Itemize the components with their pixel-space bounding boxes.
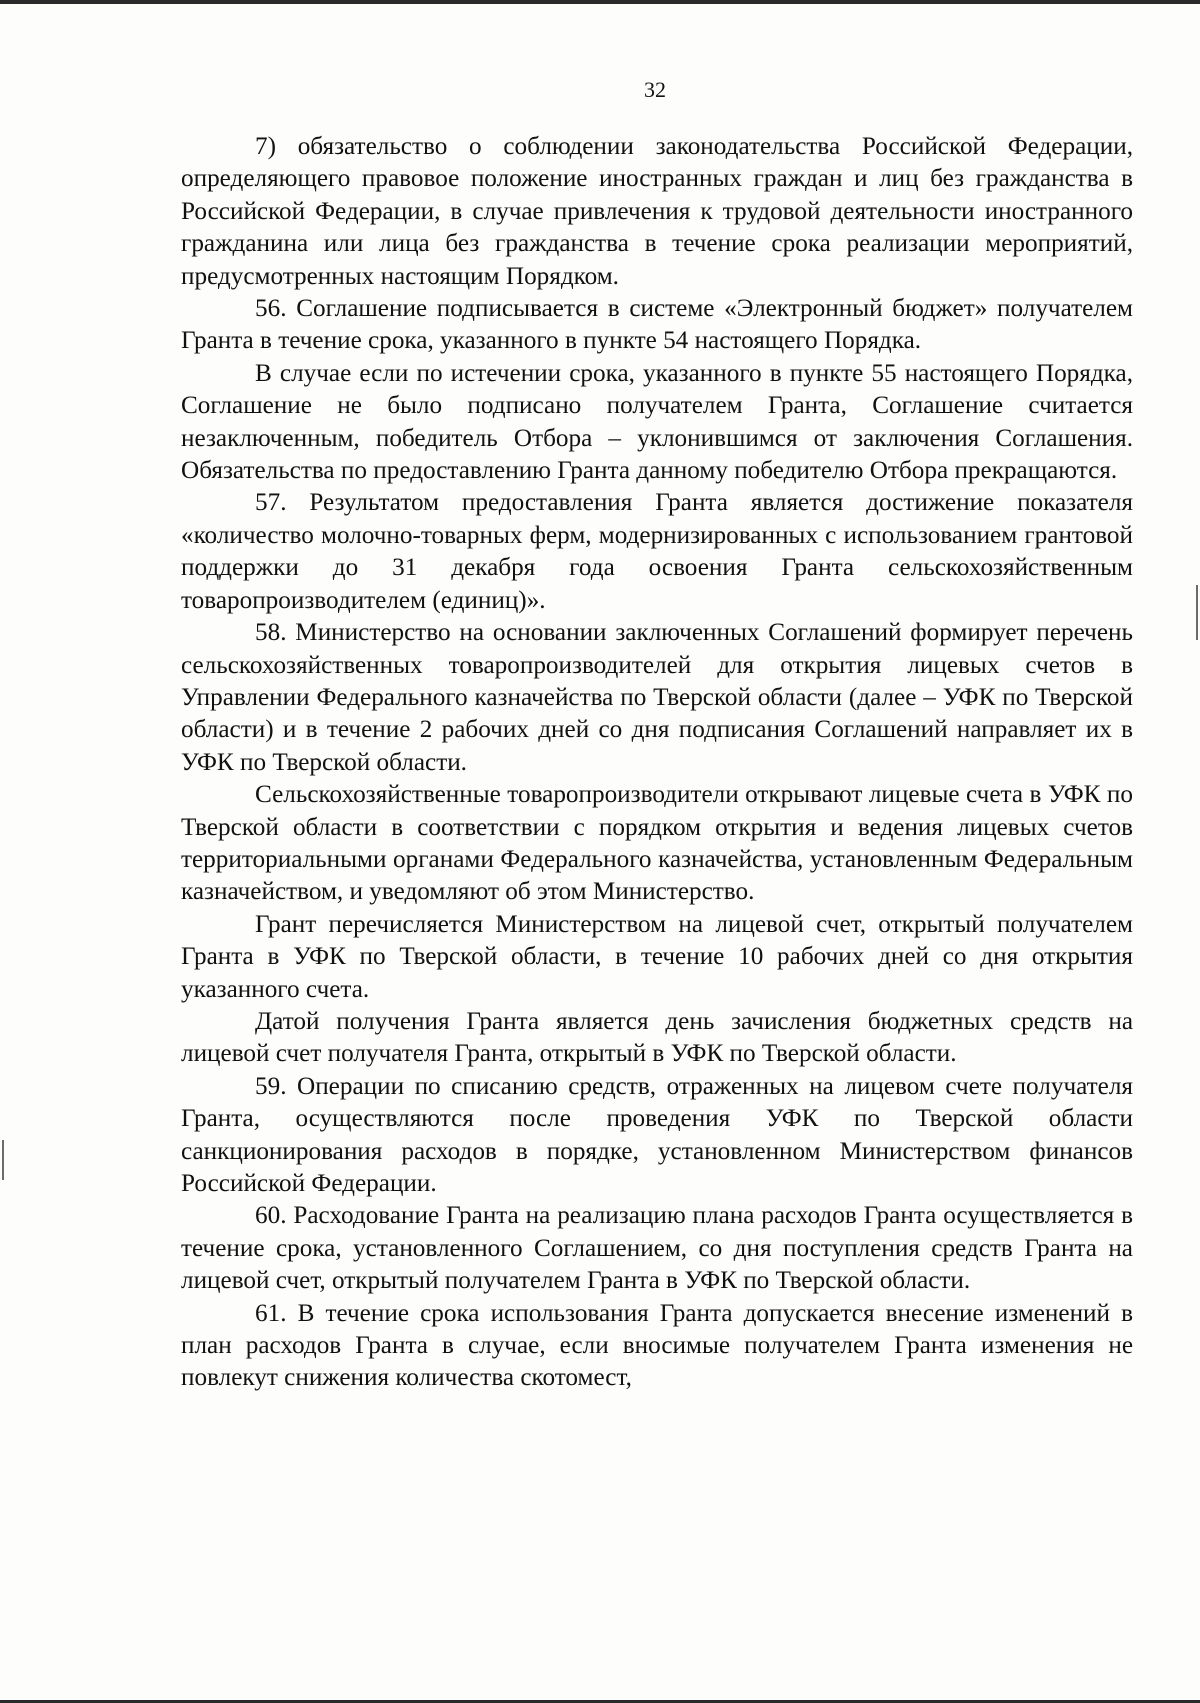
paragraph-59: 59. Операции по списанию средств, отраженных на лицевом счете получателя Гранта, осуществляются после проведения УФК по Тверской области санкционирования расходов в порядке, установленном Министерством финансов Российской Федерации. (181, 1072, 1133, 1197)
paragraph-58-transfer: Грант перечисляется Министерством на лицевой счет, открытый получателем Гранта в УФК по Тверской области, в течение 10 рабочих дней со дня открытия указанного счета. (181, 910, 1133, 1003)
paragraph-58-accounts: Сельскохозяйственные товаропроизводители открывают лицевые счета в УФК по Тверской области в соответствии с порядком открытия и ведения лицевых счетов территориальными органами Федерального казначейства, установленным Федеральным казначейством, и уведомляют об этом Министерство. (181, 781, 1133, 906)
document-body (181, 131, 1133, 1395)
paragraph-60: 60. Расходование Гранта на реализацию плана расходов Гранта осуществляется в течение срока, установленного Соглашением, со дня поступления средств Гранта на лицевой счет, открытый получателем Гранта в УФК по Тверской области. (181, 1202, 1133, 1295)
paragraph-61: 61. В течение срока использования Гранта допускается внесение изменений в план расходов Гранта в случае, если вносимые получателем Гранта изменения не повлекут снижения количества скотомест, (181, 1299, 1133, 1392)
page-number: 32 (644, 77, 666, 102)
paragraph-item-7: 7) обязательство о соблюдении законодательства Российской Федерации, определяющего правовое положение иностранных граждан и лиц без гражданства в Российской Федерации, в случае привлечения к трудовой деятельности иностранного гражданина или лица без гражданства в течение срока реализации мероприятий, предусмотренных настоящим Порядком. (181, 133, 1133, 290)
scan-top-edge (0, 0, 1200, 4)
paragraph-56: 56. Соглашение подписывается в системе «Электронный бюджет» получателем Гранта в течение срока, указанного в пункте 54 настоящего Порядка. (181, 295, 1133, 355)
paragraph-57: 57. Результатом предоставления Гранта является достижение показателя «количество молочно-товарных ферм, модернизированных с использованием грантовой поддержки до 31 декабря года освоения Гранта сельскохозяйственным товаропроизводителем (единиц)». (181, 489, 1133, 614)
paragraph-56-continuation: В случае если по истечении срока, указанного в пункте 55 настоящего Порядка, Соглашение не было подписано получателем Гранта, Соглашение считается незаключенным, победитель Отбора – уклонившимся от заключения Соглашения. Обязательства по предоставлению Гранта данному победителю Отбора прекращаются. (181, 359, 1133, 485)
scan-artifact-right-line (1196, 585, 1198, 640)
paragraph-58-receipt-date: Датой получения Гранта является день зачисления бюджетных средств на лицевой счет получателя Гранта, открытый в УФК по Тверской области. (181, 1007, 1133, 1068)
paragraph-58: 58. Министерство на основании заключенных Соглашений формирует перечень сельскохозяйственных товаропроизводителей для открытия лицевых счетов в Управлении Федерального казначейства по Тверской области (далее – УФК по Тверской области) и в течение 2 рабочих дней со дня подписания Соглашений направляет их в УФК по Тверской области. (181, 619, 1133, 776)
scan-artifact-left-line (2, 1140, 4, 1180)
